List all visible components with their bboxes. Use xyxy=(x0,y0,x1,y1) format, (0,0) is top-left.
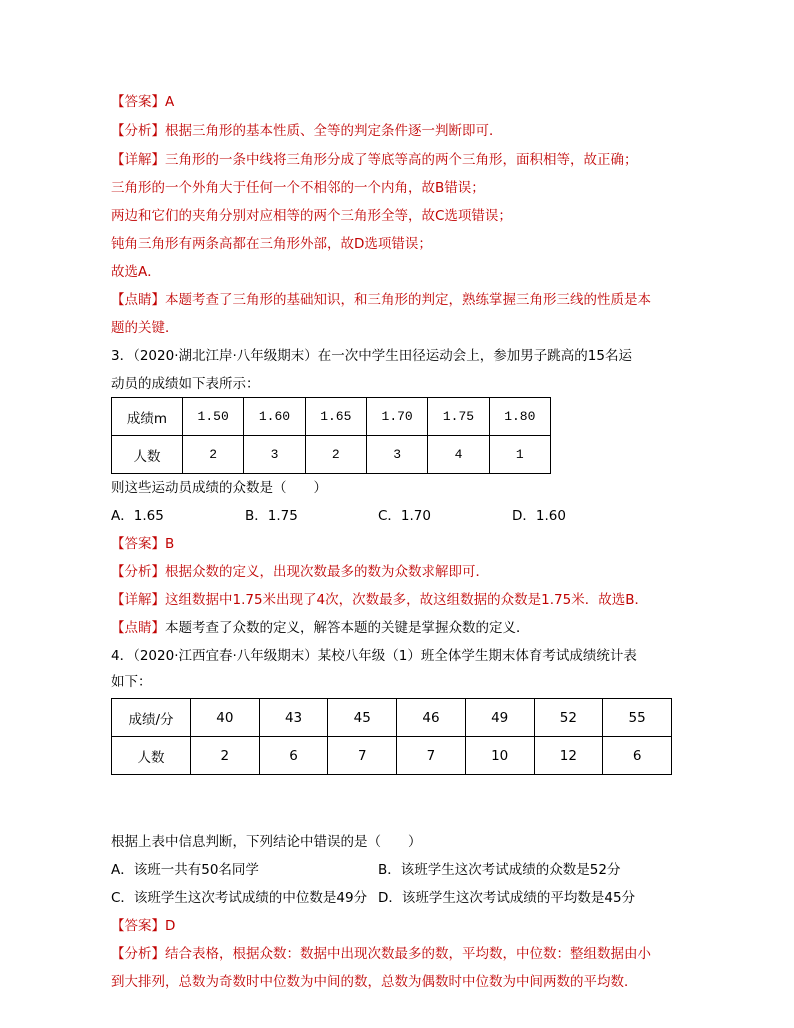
table-cell: 2 xyxy=(305,436,366,474)
q4-stem-1: 4．（2020·江西宜春·八年级期末）某校八年级（1）班全体学生期末体育考试成绩统计表 xyxy=(111,648,637,664)
table-row xyxy=(112,699,672,737)
analysis-text: 结合表格，根据众数：数据中出现次数最多的数，平均数，中位数：整组数据由小 xyxy=(165,946,651,962)
detail-tag: 【详解】 xyxy=(111,592,165,608)
table-row xyxy=(112,436,551,474)
analysis-tag: 【分析】 xyxy=(111,564,165,580)
answer-tag: 【答案】 xyxy=(111,536,165,552)
q3-question: 则这些运动员成绩的众数是（ ） xyxy=(111,480,327,496)
q3-comment-line xyxy=(111,618,530,638)
q3-stem-1: 3．（2020·湖北江岸·八年级期末）在一次中学生田径运动会上，参加男子跳高的15名运 xyxy=(111,348,632,364)
q3-analysis-line xyxy=(111,562,489,582)
q4-question: 根据上表中信息判断，下列结论中错误的是（ ） xyxy=(111,834,422,850)
q4-option-a: A．该班一共有50名同学 xyxy=(111,862,259,878)
table-header-cell: 成绩m xyxy=(112,398,183,436)
table-cell: 2 xyxy=(183,436,244,474)
detail-text: 三角形的一条中线将三角形分成了等底等高的两个三角形，面积相等，故正确； xyxy=(165,152,638,168)
q2-answer-line xyxy=(111,92,174,112)
q2-detail-line xyxy=(111,150,638,170)
q2-comment-line xyxy=(111,290,651,310)
answer-tag: 【答案】 xyxy=(111,918,165,934)
q4-option-c: C．该班学生这次考试成绩的中位数是49分 xyxy=(111,890,368,906)
q3-option-a: A．1.65 xyxy=(111,508,164,524)
table-row-label: 人数 xyxy=(112,436,183,474)
q3-option-c: C．1.70 xyxy=(378,508,431,524)
analysis-text: 根据三角形的基本性质、全等的判定条件逐一判断即可． xyxy=(165,123,503,139)
q4-stem-2: 如下： xyxy=(111,674,152,690)
table-cell: 49 xyxy=(465,699,534,737)
table-cell: 1.70 xyxy=(366,398,427,436)
comment-tag: 【点睛】 xyxy=(111,620,165,636)
table-cell: 6 xyxy=(603,737,672,775)
q3-score-table xyxy=(111,397,551,474)
q4-answer-line xyxy=(111,916,175,936)
table-cell: 3 xyxy=(244,436,305,474)
q4-score-table xyxy=(111,698,672,775)
table-row-label: 人数 xyxy=(112,737,191,775)
comment-text: 本题考查了三角形的基础知识，和三角形的判定，熟练掌握三角形三线的性质是本 xyxy=(165,292,651,308)
q2-comment-2: 题的关键． xyxy=(111,320,179,336)
table-cell: 1.60 xyxy=(244,398,305,436)
analysis-tag: 【分析】 xyxy=(111,946,165,962)
q4-option-b: B．该班学生这次考试成绩的众数是52分 xyxy=(378,862,621,878)
answer-value: D xyxy=(165,918,176,934)
q3-detail-line xyxy=(111,590,648,610)
table-cell: 6 xyxy=(259,737,328,775)
table-row xyxy=(112,737,672,775)
detail-text: 这组数据中1.75米出现了4次，次数最多，故这组数据的众数是1.75米．故选B． xyxy=(165,592,648,608)
answer-value: A xyxy=(165,94,175,110)
table-cell: 46 xyxy=(397,699,466,737)
table-cell: 43 xyxy=(259,699,328,737)
q2-detail-5: 故选A． xyxy=(111,264,161,280)
q2-detail-2: 三角形的一个外角大于任何一个不相邻的一个内角，故B错误； xyxy=(111,180,485,196)
table-cell: 7 xyxy=(397,737,466,775)
table-cell: 1.65 xyxy=(305,398,366,436)
table-cell: 3 xyxy=(366,436,427,474)
answer-tag: 【答案】 xyxy=(111,94,165,110)
table-cell: 1.75 xyxy=(428,398,489,436)
q2-analysis-line xyxy=(111,121,503,141)
comment-text: 本题考查了众数的定义，解答本题的关键是掌握众数的定义． xyxy=(165,620,530,636)
table-row xyxy=(112,398,551,436)
q3-stem-2: 动员的成绩如下表所示： xyxy=(111,376,260,392)
comment-tag: 【点睛】 xyxy=(111,292,165,308)
table-header-cell: 成绩/分 xyxy=(112,699,191,737)
q3-option-b: B．1.75 xyxy=(245,508,298,524)
analysis-tag: 【分析】 xyxy=(111,123,165,139)
table-cell: 40 xyxy=(191,699,260,737)
detail-tag: 【详解】 xyxy=(111,152,165,168)
table-cell: 1 xyxy=(489,436,550,474)
analysis-text: 根据众数的定义，出现次数最多的数为众数求解即可． xyxy=(165,564,489,580)
table-cell: 7 xyxy=(328,737,397,775)
q2-detail-3: 两边和它们的夹角分别对应相等的两个三角形全等，故C选项错误； xyxy=(111,208,512,224)
answer-value: B xyxy=(165,536,175,552)
q4-analysis-2: 到大排列，总数为奇数时中位数为中间的数，总数为偶数时中位数为中间两数的平均数． xyxy=(111,974,638,990)
table-cell: 45 xyxy=(328,699,397,737)
table-cell: 1.50 xyxy=(183,398,244,436)
q4-analysis-line xyxy=(111,944,651,964)
table-cell: 55 xyxy=(603,699,672,737)
table-cell: 10 xyxy=(465,737,534,775)
table-cell: 1.80 xyxy=(489,398,550,436)
table-cell: 4 xyxy=(428,436,489,474)
q2-detail-4: 钝角三角形有两条高都在三角形外部，故D选项错误； xyxy=(111,236,432,252)
table-cell: 12 xyxy=(534,737,603,775)
table-cell: 52 xyxy=(534,699,603,737)
table-cell: 2 xyxy=(191,737,260,775)
q3-answer-line xyxy=(111,534,174,554)
q3-option-d: D．1.60 xyxy=(512,508,566,524)
q4-option-d: D．该班学生这次考试成绩的平均数是45分 xyxy=(378,890,636,906)
